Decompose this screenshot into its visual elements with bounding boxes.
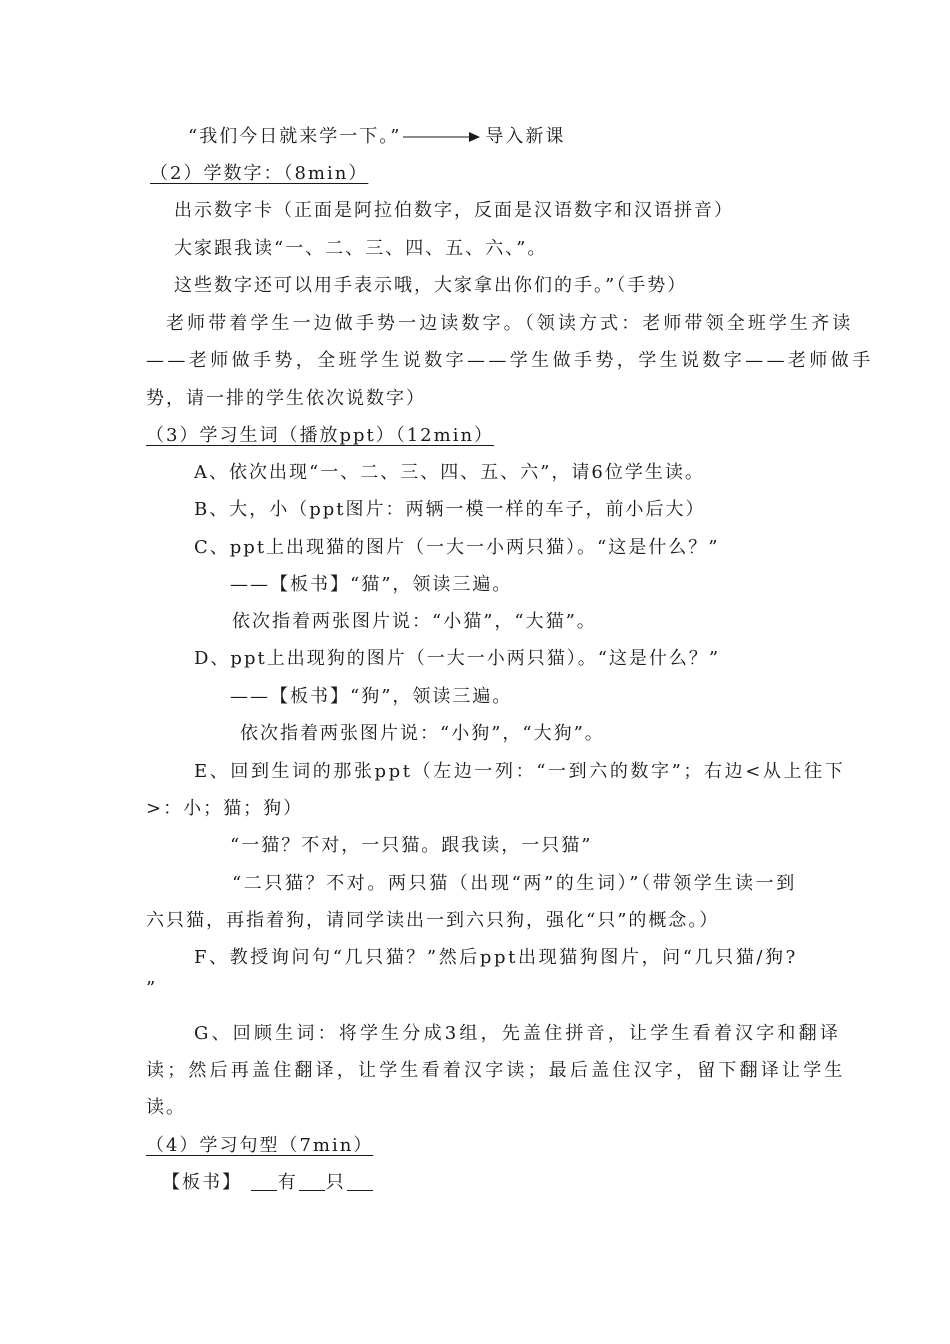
section-heading-numbers: （2）学数字：（8min）	[150, 163, 369, 184]
text-line: 势，请一排的学生依次说数字）	[146, 388, 426, 409]
intro-quote: “我们今日就来学一下。”	[188, 126, 402, 147]
blank-line	[299, 1172, 325, 1191]
text-line: ——【板书】“狗”，领读三遍。	[230, 686, 513, 707]
pattern-word-zhi: 只	[325, 1172, 346, 1193]
text-line: “一猫？不对，一只猫。跟我读，一只猫”	[230, 835, 593, 856]
text-line: F、教授询问句“几只猫？”然后ppt出现猫狗图片，问“几只猫/狗?	[194, 947, 798, 968]
text-line: G、回顾生词：将学生分成3组，先盖住拼音，让学生看着汉字和翻译	[194, 1023, 842, 1044]
text-line: D、ppt上出现狗的图片（一大一小两只猫）。“这是什么？”	[194, 648, 721, 669]
pattern-word-you: 有	[277, 1172, 298, 1193]
blank-line	[347, 1172, 373, 1191]
text-line: >：小；猫；狗）	[146, 798, 304, 819]
text-line: 大家跟我读“一、二、三、四、五、六、”。	[174, 238, 548, 259]
section-heading-sentence-pattern: （4）学习句型（7min）	[146, 1135, 374, 1156]
text-line: 出示数字卡（正面是阿拉伯数字，反面是汉语数字和汉语拼音）	[174, 200, 734, 221]
text-line: 依次指着两张图片说：“小猫”，“大猫”。	[232, 611, 597, 632]
text-line: 依次指着两张图片说：“小狗”，“大狗”。	[240, 723, 605, 744]
text-line: 读；然后再盖住翻译，让学生看着汉字读；最后盖住汉字，留下翻译让学生	[146, 1060, 846, 1081]
text-line: ——【板书】“猫”，领读三遍。	[230, 574, 513, 595]
text-line: 这些数字还可以用手表示哦，大家拿出你们的手。”（手势）	[174, 275, 688, 296]
blank-line	[251, 1172, 277, 1191]
text-line: E、回到生词的那张ppt（左边一列：“一到六的数字”；右边<从上往下	[194, 761, 846, 782]
blackboard-pattern	[162, 1170, 374, 1196]
arrow-right-icon	[403, 131, 481, 143]
text-line: 六只猫，再指着狗，请同学读出一到六只狗，强化“只”的概念。）	[146, 910, 720, 931]
text-line: A、依次出现“一、二、三、四、五、六”，请6位学生读。	[194, 462, 705, 483]
section-heading-vocabulary: （3）学习生词（播放ppt）（12min）	[146, 425, 495, 446]
text-line: 读。	[146, 1097, 186, 1118]
text-line: ——老师做手势，全班学生说数字——学生做手势，学生说数字——老师做手	[146, 350, 874, 371]
text-line-intro	[188, 124, 565, 150]
text-line: C、ppt上出现猫的图片（一大一小两只猫）。“这是什么？”	[194, 537, 720, 558]
text-line: 老师带着学生一边做手势一边读数字。（领读方式：老师带领全班学生齐读	[166, 313, 854, 334]
text-line: “二只猫？不对。两只猫（出现“两”的生词）”（带领学生读一到	[232, 873, 797, 894]
text-line: ”	[146, 978, 158, 999]
intro-new-lesson: 导入新课	[485, 126, 566, 147]
text-line: B、大，小（ppt图片：两辆一模一样的车子，前小后大）	[194, 499, 706, 520]
blackboard-label: 【板书】	[162, 1172, 242, 1193]
